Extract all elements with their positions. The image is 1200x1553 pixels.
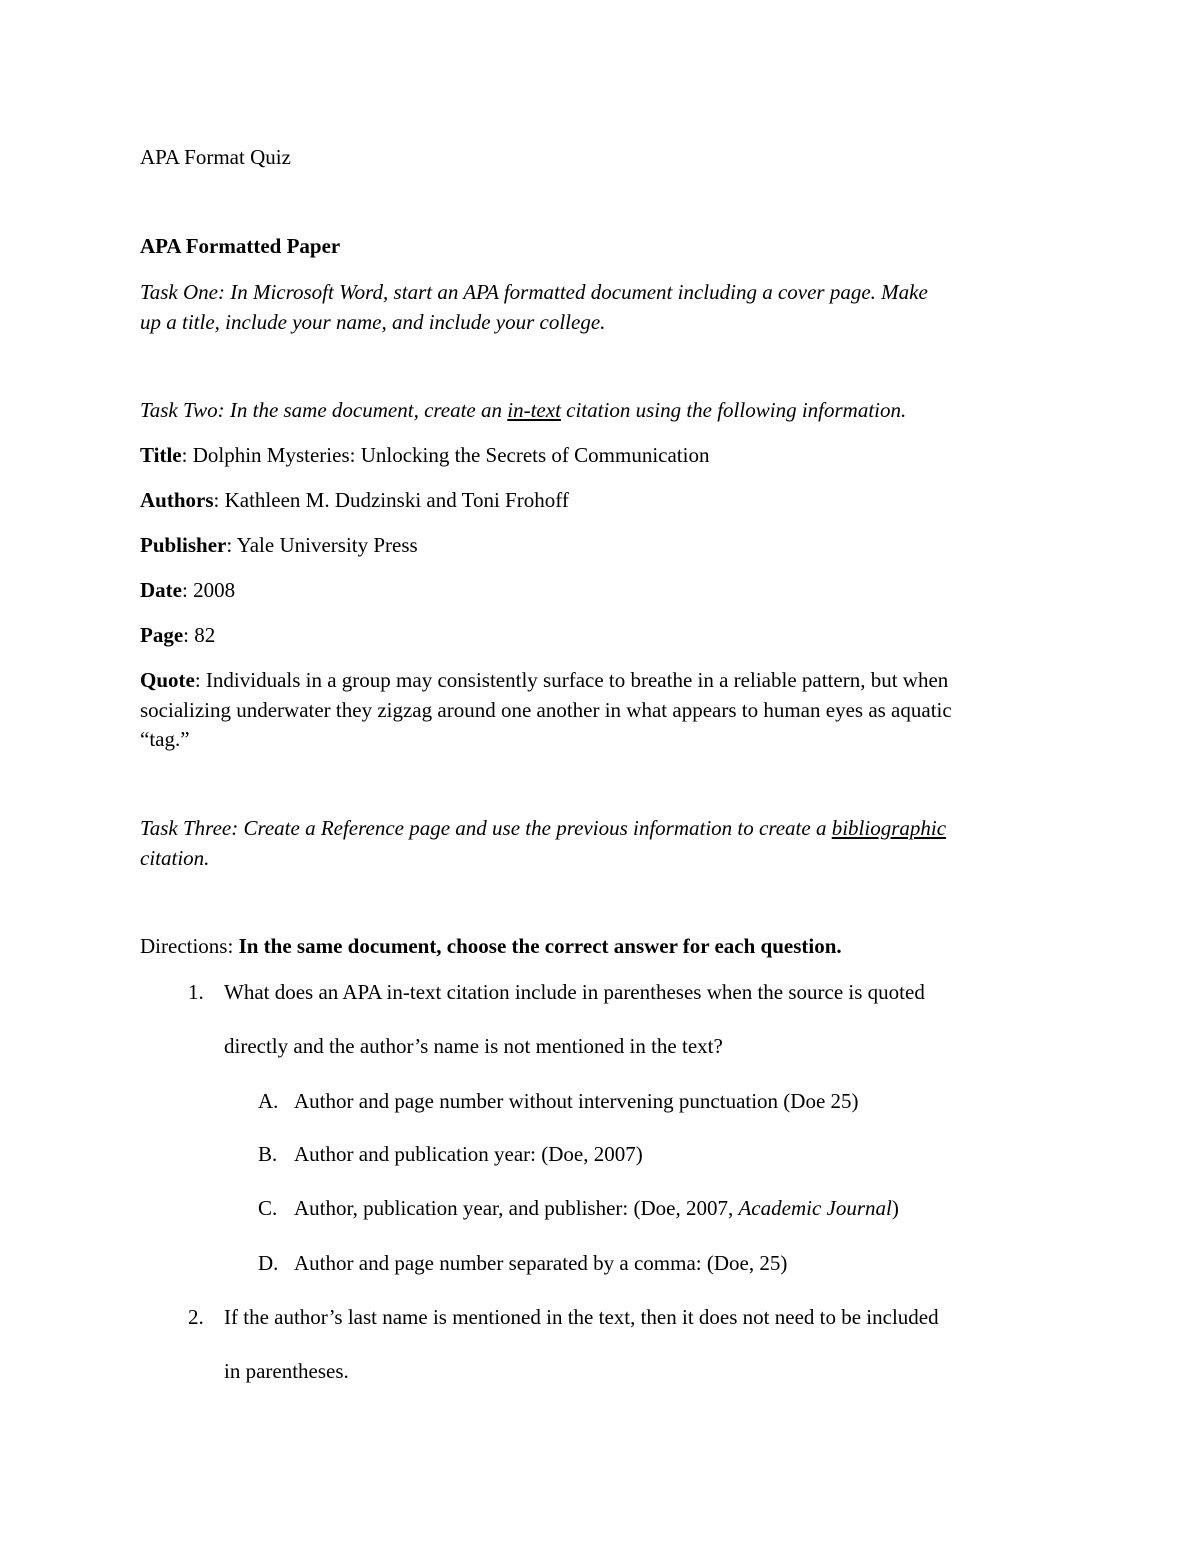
option-b-text: Author and publication year: (Doe, 2007) (294, 1142, 643, 1166)
option-b-letter: B. (258, 1142, 278, 1166)
option-a-text: Author and page number without intervening punctuation (Doe 25) (294, 1089, 859, 1113)
option-c-text-after: ) (891, 1196, 899, 1220)
directions-label: Directions: (140, 934, 239, 958)
task-three-underlined: bibliographic (831, 816, 947, 840)
task-three-line-2: citation. (140, 846, 210, 870)
option-a-letter: A. (258, 1089, 279, 1113)
task-two-suffix: citation using the following information. (560, 398, 907, 422)
question-1-line-1: What does an APA in-text citation include in parentheses when the source is quoted (224, 980, 925, 1004)
info-publisher-label: Publisher (140, 533, 227, 557)
section-heading: APA Formatted Paper (140, 234, 341, 258)
info-publisher-value: : Yale University Press (226, 533, 418, 557)
info-authors-label: Authors (140, 488, 214, 512)
task-two-prefix: Task Two: In the same document, create an (140, 398, 508, 422)
question-1-number: 1. (188, 980, 204, 1004)
info-authors-value: : Kathleen M. Dudzinski and Toni Frohoff (213, 488, 569, 512)
option-d-text: Author and page number separated by a comma: (Doe, 25) (294, 1251, 788, 1275)
info-quote-line-3: “tag.” (140, 727, 190, 751)
task-three-line-1 (140, 813, 946, 843)
info-date (140, 575, 235, 605)
directions-text: In the same document, choose the correct answer for each question. (238, 934, 842, 958)
task-three-prefix: Task Three: Create a Reference page and use the previous information to create a (140, 816, 832, 840)
question-1-line-2: directly and the author’s name is not mentioned in the text? (224, 1034, 723, 1058)
info-page (140, 620, 215, 650)
info-quote-label: Quote (140, 668, 195, 692)
option-c-text-italic: Academic Journal (738, 1196, 892, 1220)
option-d-letter: D. (258, 1251, 279, 1275)
info-page-label: Page (140, 623, 184, 647)
task-one-line-2: up a title, include your name, and include your college. (140, 310, 606, 334)
info-page-value: : 82 (183, 623, 216, 647)
option-c-letter: C. (258, 1196, 278, 1220)
info-quote-line-2: socializing underwater they zigzag around one another in what appears to human eyes as aquatic (140, 698, 952, 722)
question-2-line-2: in parentheses. (224, 1359, 349, 1383)
task-two-underlined: in-text (507, 398, 561, 422)
info-date-value: : 2008 (181, 578, 236, 602)
info-title-label: Title (140, 443, 182, 467)
directions (140, 931, 842, 961)
question-2-number: 2. (188, 1305, 204, 1329)
info-publisher (140, 530, 418, 560)
task-two (140, 395, 906, 425)
info-quote-text-1: : Individuals in a group may consistently surface to breathe in a reliable pattern, but when (194, 668, 949, 692)
info-title (140, 440, 709, 470)
info-date-label: Date (140, 578, 182, 602)
info-title-value: : Dolphin Mysteries: Unlocking the Secrets of Communication (181, 443, 710, 467)
task-one-line-1: Task One: In Microsoft Word, start an APA formatted document including a cover page. Make (140, 280, 928, 304)
option-c-text-before: Author, publication year, and publisher: (Doe, 2007, (294, 1196, 739, 1220)
question-2-line-1: If the author’s last name is mentioned in the text, then it does not need to be included (224, 1305, 939, 1329)
document-title: APA Format Quiz (140, 145, 291, 169)
info-authors (140, 485, 569, 515)
info-quote-line-1 (140, 665, 948, 695)
option-c-text (294, 1193, 899, 1223)
